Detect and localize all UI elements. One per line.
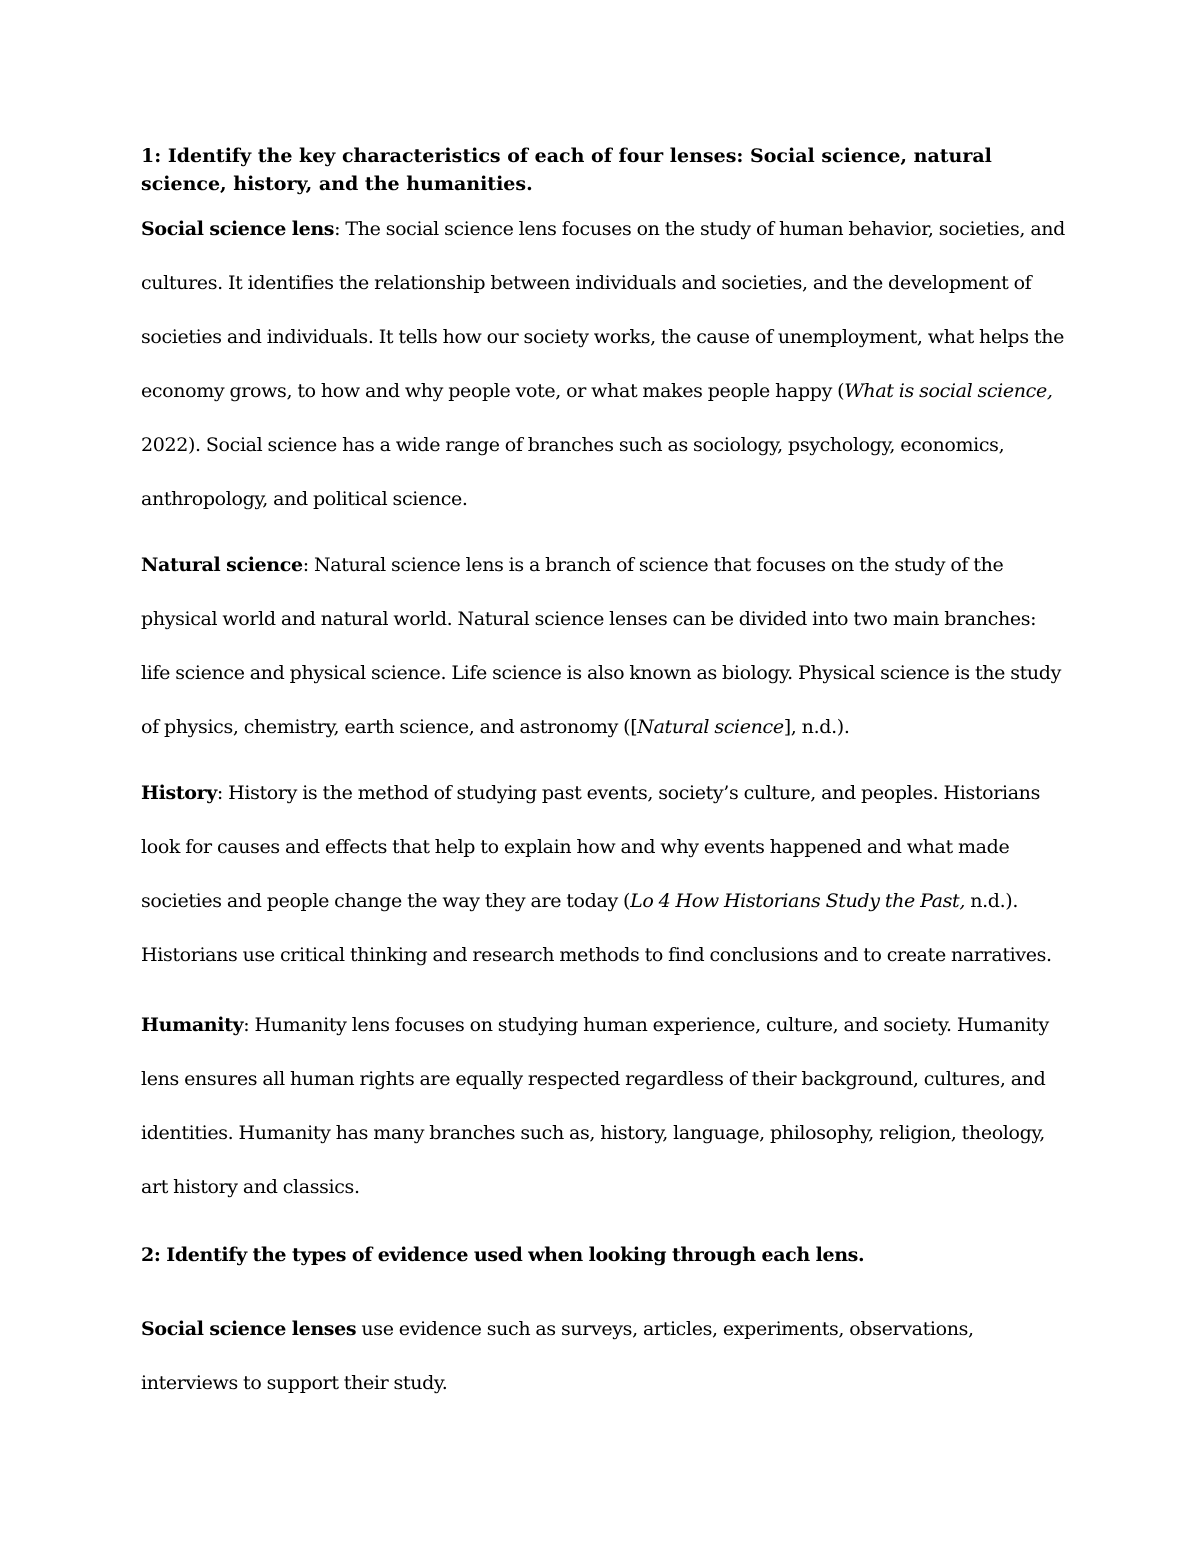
history-term: History: [141, 782, 217, 804]
evidence-social-paragraph: [141, 1302, 1066, 1410]
evidence-social-text-1: use evidence such as surveys, articles, experiments, observations, interviews to support their study.: [141, 1318, 974, 1394]
humanity-text-1: : Humanity lens focuses on studying human experience, culture, and society. Humanity lens ensures all human rights are equally respected regardless of their background, cultures, and identities. Humanity has many branches such as, history, language, philosophy, religion, theology, art history and classics.: [141, 1014, 1049, 1198]
natural-science-text-1: : Natural science lens is a branch of science that focuses on the study of the physical world and natural world. Natural science lenses can be divided into two main branches: life science and physical science. Life science is also known as biology. Physical science is the study of physics, chemistry, earth science, and astronomy ([: [141, 554, 1061, 738]
history-text-1: : History is the method of studying past events, society’s culture, and peoples. Historians look for causes and effects that help to explain how and why events happened and what made societies and people change the way they are today (: [141, 782, 1040, 912]
question-1-heading: 1: Identify the key characteristics of each of four lenses: Social science, natural science, history, and the humanities.: [141, 145, 992, 195]
natural-science-term: Natural science: [141, 554, 303, 576]
history-paragraph: [141, 766, 1066, 982]
natural-science-citation: Natural science: [637, 716, 784, 738]
question-2-heading: [141, 1228, 1066, 1282]
social-science-citation: What is social science,: [844, 380, 1053, 402]
social-science-paragraph: [141, 202, 1066, 526]
document-page: [141, 142, 1066, 1410]
social-science-text-1: : The social science lens focuses on the study of human behavior, societies, and cultures. It identifies the relationship between individuals and societies, and the development of societies and individuals. It tells how our society works, the cause of unemployment, what helps the economy grows, to how and why people vote, or what makes people happy (: [141, 218, 1065, 402]
evidence-social-term: Social science lenses: [141, 1318, 357, 1340]
history-citation: Lo 4 How Historians Study the Past,: [630, 890, 966, 912]
natural-science-paragraph: [141, 538, 1066, 754]
natural-science-text-2: ], n.d.).: [783, 716, 850, 738]
social-science-term: Social science lens: [141, 218, 335, 240]
humanity-term: Humanity: [141, 1014, 244, 1036]
social-science-text-2: 2022). Social science has a wide range of branches such as sociology, psychology, economics, anthropology, and political science.: [141, 434, 1005, 510]
history-text-2: n.d.). Historians use critical thinking and research methods to find conclusions and to create narratives.: [141, 890, 1052, 966]
humanity-paragraph: [141, 998, 1066, 1214]
question-2-heading-text: 2: Identify the types of evidence used when looking through each lens.: [141, 1244, 865, 1266]
